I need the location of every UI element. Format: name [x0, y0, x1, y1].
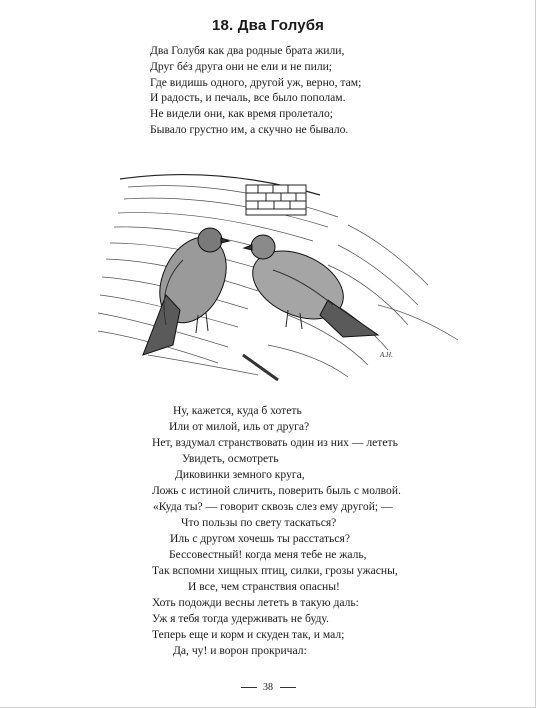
verse-line: Нет, вздумал странствовать один из них — лететь: [152, 436, 398, 449]
verse-line: Два Голубя как два родные брата жили,: [150, 44, 345, 57]
verse-line: Ложь с истиной сличить, поверить быль с молвой.: [152, 484, 401, 497]
verse-line: Иль с другом хочешь ты расстаться?: [170, 532, 350, 545]
verse-line: Бывало грустно им, а скучно не бывало.: [150, 122, 349, 136]
verse-line: Бессовестный! когда меня тебе не жаль,: [169, 548, 367, 561]
verse-line: Да, чу! и ворон прокричал:: [173, 644, 307, 657]
verse-line: И все, чем странствия опасны!: [188, 580, 340, 593]
verse-line: Хоть подожди весны лететь в такую даль:: [152, 596, 359, 609]
footer-dash: [280, 687, 296, 688]
verse-line: Уж я тебя тогда удерживать не буду.: [152, 612, 329, 625]
verse-line: Или от милой, иль от друга?: [169, 420, 310, 433]
pigeons-illustration: [88, 165, 468, 390]
verse-line: «Куда ты? — говорит сквозь слез ему другой; —: [153, 500, 393, 513]
artist-signature: А.Н.: [380, 351, 393, 359]
page-number: 38: [263, 682, 273, 693]
verse-line: Диковинки земного круга,: [175, 468, 305, 481]
poem-title: 18. Два Голубя: [211, 17, 325, 34]
verse-line: Увидеть, осмотреть: [182, 452, 279, 465]
verse-line: Так вспомни хищных птиц, силки, грозы ужасны,: [152, 564, 398, 577]
footer-dash: [241, 687, 257, 688]
verse-line: Ну, кажется, куда б хотеть: [173, 404, 302, 417]
verse-line: Что пользы по свету таскаться?: [181, 516, 337, 529]
verse-line: И радость, и печаль, все было пополам.: [150, 91, 346, 105]
verse-line: Теперь еще и корм и скуден так, и мал;: [152, 628, 345, 641]
verse-line: Друг бéз друга они не ели и не пили;: [150, 59, 333, 73]
chimney: [246, 185, 306, 215]
verse-line: Где видишь одного, другой уж, верно, там;: [150, 75, 362, 89]
stanza-1: [150, 43, 361, 138]
page-footer: [0, 682, 536, 693]
verse-line: Не видели они, как время пролетало;: [150, 107, 333, 121]
